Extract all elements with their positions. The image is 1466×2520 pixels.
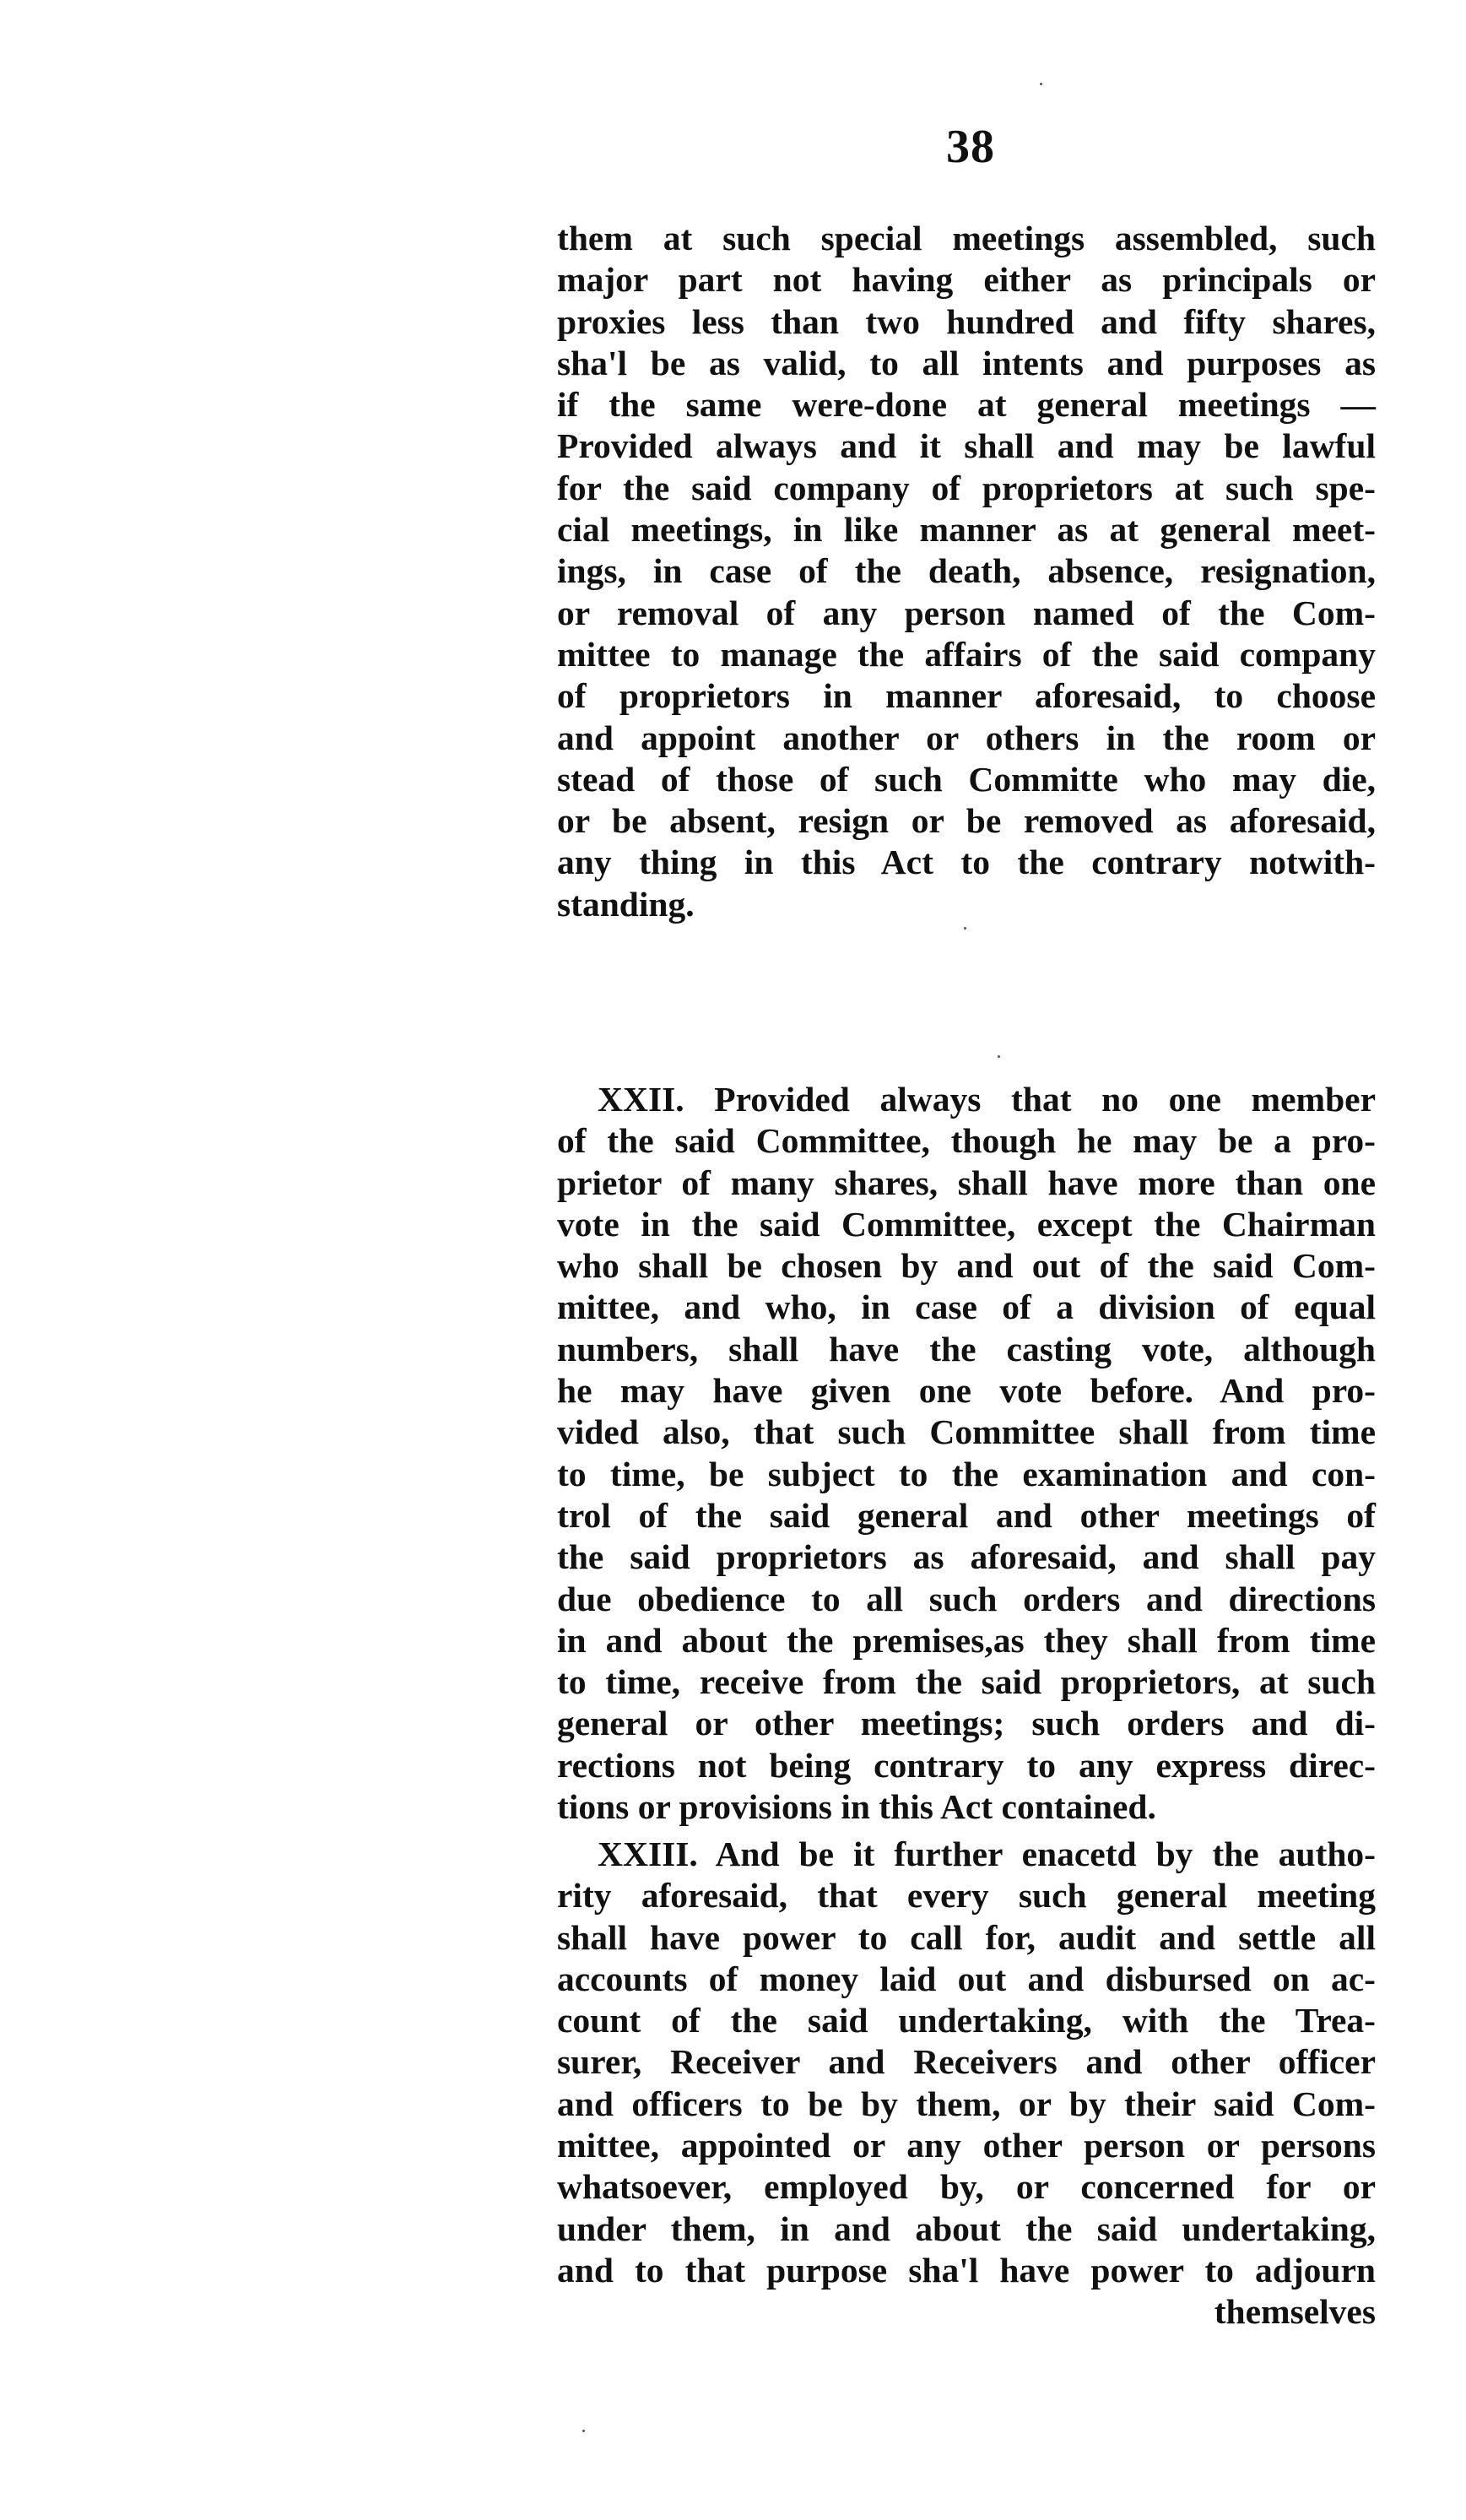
text-line: in and about the premises,as they shall from time	[557, 1620, 1376, 1660]
text-line: rity aforesaid, that every such general meeting	[557, 1876, 1376, 1916]
text-line: whatsoever, employed by, or concerned for or	[557, 2167, 1376, 2207]
text-line: stead of those of such Committe who may die,	[557, 759, 1376, 799]
text-line: standing.	[557, 884, 695, 924]
text-line: general or other meetings; such orders and di-	[557, 1704, 1376, 1743]
catchword: themselves	[1214, 2292, 1376, 2332]
text-line: mittee, appointed or any other person or persons	[557, 2126, 1376, 2165]
scan-speck	[998, 1055, 1000, 1058]
text-line: and appoint another or others in the room or	[557, 718, 1376, 757]
section-xxii	[557, 1079, 1376, 1828]
text-line: accounts of money laid out and disbursed on ac-	[557, 1959, 1376, 1998]
scan-speck	[964, 927, 966, 929]
text-line: to time, receive from the said proprietors, at such	[557, 1662, 1376, 1702]
text-line: to time, be subject to the examination and con-	[557, 1454, 1376, 1493]
text-line: due obedience to all such orders and directions	[557, 1579, 1376, 1618]
text-line: mittee, and who, in case of a division of equal	[557, 1287, 1376, 1327]
text-line: tions or provisions in this Act contained.	[557, 1787, 1156, 1827]
text-line: mittee to manage the affairs of the said company	[557, 634, 1376, 674]
section-heading-line: XXII. Provided always that no one member	[598, 1080, 1376, 1119]
text-line: who shall be chosen by and out of the said Com-	[557, 1246, 1376, 1286]
text-line: trol of the said general and other meetings of	[557, 1495, 1376, 1535]
text-line: cial meetings, in like manner as at general meet-	[557, 510, 1376, 550]
text-line: sha'l be as valid, to all intents and purposes as	[557, 343, 1376, 382]
text-line: proxies less than two hundred and fifty shares,	[557, 301, 1376, 341]
paragraph-continuation	[557, 218, 1376, 925]
text-line: or removal of any person named of the Com-	[557, 593, 1376, 632]
scan-speck	[582, 2430, 585, 2432]
section-xxiii	[557, 1834, 1376, 2333]
text-line: surer, Receiver and Receivers and other officer	[557, 2042, 1376, 2082]
text-line: of proprietors in manner aforesaid, to choose	[557, 676, 1376, 716]
text-line: them at such special meetings assembled, such	[557, 219, 1376, 257]
scan-speck	[1040, 83, 1042, 85]
section-heading-line: XXIII. And be it further enacetd by the autho-	[598, 1834, 1376, 1873]
text-line: shall have power to call for, audit and settle all	[557, 1917, 1376, 1957]
text-line: of the said Committee, though he may be a pro-	[557, 1121, 1376, 1161]
text-line: any thing in this Act to the contrary notwith-	[557, 843, 1376, 882]
text-line: rections not being contrary to any express direc-	[557, 1745, 1376, 1785]
text-line: and officers to be by them, or by their said Com-	[557, 2084, 1376, 2123]
page-number: 38	[946, 121, 995, 173]
text-line: for the said company of proprietors at such spe-	[557, 468, 1376, 507]
text-line: vote in the said Committee, except the Chairman	[557, 1204, 1376, 1244]
text-line: numbers, shall have the casting vote, although	[557, 1329, 1376, 1368]
text-line: the said proprietors as aforesaid, and shall pay	[557, 1537, 1376, 1577]
text-line: under them, in and about the said undertaking,	[557, 2208, 1376, 2248]
text-line: or be absent, resign or be removed as aforesaid,	[557, 801, 1376, 841]
text-line: major part not having either as principals or	[557, 260, 1376, 300]
text-line: ings, in case of the death, absence, resignation,	[557, 551, 1376, 591]
text-line: Provided always and it shall and may be lawful	[557, 426, 1376, 466]
text-line: prietor of many shares, shall have more than one	[557, 1162, 1376, 1202]
text-line: and to that purpose sha'l have power to adjourn	[557, 2250, 1376, 2290]
text-line: count of the said undertaking, with the Trea-	[557, 2001, 1376, 2040]
text-line: vided also, that such Committee shall from time	[557, 1412, 1376, 1452]
text-line: if the same were-done at general meetings —	[557, 385, 1376, 425]
text-line: he may have given one vote before. And pro-	[557, 1371, 1376, 1411]
